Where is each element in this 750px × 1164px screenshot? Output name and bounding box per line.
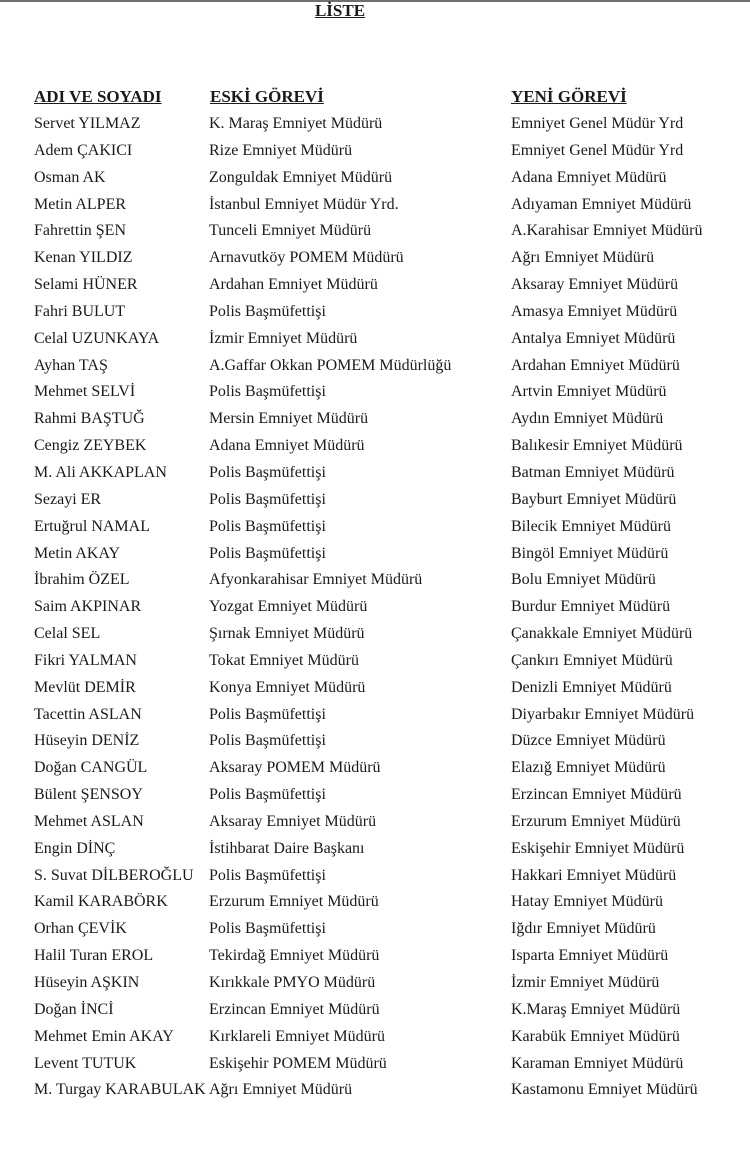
list-row	[0, 782, 750, 809]
person-name: Selami HÜNER	[34, 276, 138, 294]
person-name: Celal UZUNKAYA	[34, 329, 160, 347]
list-row	[0, 353, 750, 380]
list-row	[0, 997, 750, 1024]
new-post: Denizli Emniyet Müdürü	[511, 678, 672, 696]
new-post: Burdur Emniyet Müdürü	[511, 598, 671, 616]
person-name: Orhan ÇEVİK	[34, 920, 127, 938]
old-post: Adana Emniyet Müdürü	[209, 437, 365, 455]
person-name: Kenan YILDIZ	[34, 249, 133, 267]
list-row	[0, 970, 750, 997]
list-row	[0, 943, 750, 970]
person-name: Ayhan TAŞ	[34, 356, 108, 374]
list-row	[0, 460, 750, 487]
old-post: Şırnak Emniyet Müdürü	[209, 625, 365, 643]
old-post: Polis Başmüfettişi	[209, 544, 326, 562]
list-row	[0, 648, 750, 675]
person-name: Doğan CANGÜL	[34, 759, 148, 777]
new-post: Bingöl Emniyet Müdürü	[511, 544, 669, 562]
list-row	[0, 755, 750, 782]
new-post: Balıkesir Emniyet Müdürü	[511, 437, 683, 455]
new-post: Aksaray Emniyet Müdürü	[511, 276, 679, 294]
new-post: İzmir Emniyet Müdürü	[511, 974, 660, 991]
new-post: Adana Emniyet Müdürü	[511, 168, 667, 186]
person-name: Servet YILMAZ	[34, 115, 141, 132]
person-name: Fahrettin ŞEN	[34, 222, 126, 240]
list-row	[0, 433, 750, 460]
list-row	[0, 702, 750, 729]
old-post: Yozgat Emniyet Müdürü	[209, 598, 368, 616]
person-name: Halil Turan EROL	[34, 947, 154, 965]
list-row	[0, 916, 750, 943]
person-name: Mevlüt DEMİR	[34, 678, 136, 696]
person-name: Fahri BULUT	[34, 302, 126, 320]
old-post: Polis Başmüfettişi	[209, 786, 326, 804]
list-row	[0, 567, 750, 594]
new-post: Erzincan Emniyet Müdürü	[511, 786, 682, 804]
person-name: Celal SEL	[34, 625, 101, 643]
old-post: Polis Başmüfettişi	[209, 732, 326, 750]
new-post: A.Karahisar Emniyet Müdürü	[511, 222, 703, 240]
new-post: Kastamonu Emniyet Müdürü	[511, 1081, 698, 1099]
new-post: Eskişehir Emniyet Müdürü	[511, 839, 685, 857]
new-post: Aydın Emniyet Müdürü	[511, 410, 664, 428]
new-post: Emniyet Genel Müdür Yrd	[511, 115, 684, 132]
old-post: Ardahan Emniyet Müdürü	[209, 276, 378, 294]
new-post: Karabük Emniyet Müdürü	[511, 1027, 680, 1045]
old-post: Ağrı Emniyet Müdürü	[209, 1081, 353, 1099]
list-row	[0, 299, 750, 326]
old-post: İstanbul Emniyet Müdür Yrd.	[209, 195, 399, 213]
person-name: Mehmet ASLAN	[34, 812, 144, 830]
header-old-post: ESKİ GÖREVİ	[210, 87, 324, 106]
new-post: Karaman Emniyet Müdürü	[511, 1054, 684, 1072]
person-name: İbrahim ÖZEL	[34, 571, 130, 589]
new-post: Ağrı Emniyet Müdürü	[511, 249, 655, 267]
person-name: Hüseyin AŞKIN	[34, 974, 140, 991]
old-post: Polis Başmüfettişi	[209, 463, 326, 481]
list-row	[0, 514, 750, 541]
person-name: M. Ali AKKAPLAN	[34, 463, 167, 481]
person-name: Saim AKPINAR	[34, 598, 142, 616]
person-name: Bülent ŞENSOY	[34, 786, 143, 804]
column-headers	[0, 86, 750, 110]
list-row	[0, 406, 750, 433]
old-post: Tokat Emniyet Müdürü	[209, 651, 359, 669]
new-post: Hakkari Emniyet Müdürü	[511, 866, 677, 884]
list-row	[0, 192, 750, 219]
old-post: A.Gaffar Okkan POMEM Müdürlüğü	[209, 356, 452, 374]
old-post: Erzincan Emniyet Müdürü	[209, 1000, 380, 1018]
old-post: Kırıkkale PMYO Müdürü	[209, 974, 376, 991]
new-post: Adıyaman Emniyet Müdürü	[511, 195, 692, 213]
person-name: Hüseyin DENİZ	[34, 732, 140, 750]
list-row	[0, 218, 750, 245]
old-post: Arnavutköy POMEM Müdürü	[209, 249, 404, 267]
new-post: K.Maraş Emniyet Müdürü	[511, 1000, 681, 1018]
list-row	[0, 1077, 750, 1104]
list-row	[0, 863, 750, 890]
new-post: Emniyet Genel Müdür Yrd	[511, 141, 684, 159]
person-name: Levent TUTUK	[34, 1054, 137, 1072]
person-name: Mehmet SELVİ	[34, 383, 136, 401]
list-row	[0, 621, 750, 648]
new-post: Çankırı Emniyet Müdürü	[511, 651, 673, 669]
new-post: Bayburt Emniyet Müdürü	[511, 490, 677, 508]
person-name: S. Suvat DİLBEROĞLU	[34, 866, 194, 884]
old-post: Kırklareli Emniyet Müdürü	[209, 1027, 385, 1045]
old-post: Polis Başmüfettişi	[209, 920, 326, 938]
new-post: Ardahan Emniyet Müdürü	[511, 356, 680, 374]
old-post: Afyonkarahisar Emniyet Müdürü	[209, 571, 423, 589]
new-post: Bilecik Emniyet Müdürü	[511, 517, 671, 535]
list-row	[0, 165, 750, 192]
person-name: M. Turgay KARABULAK	[34, 1081, 206, 1099]
list-row	[0, 272, 750, 299]
old-post: Mersin Emniyet Müdürü	[209, 410, 369, 428]
old-post: Zonguldak Emniyet Müdürü	[209, 168, 393, 186]
list-row	[0, 594, 750, 621]
old-post: Eskişehir POMEM Müdürü	[209, 1054, 387, 1072]
new-post: Isparta Emniyet Müdürü	[511, 947, 669, 965]
list-row	[0, 138, 750, 165]
list-row	[0, 1051, 750, 1078]
header-name: ADI VE SOYADI	[34, 87, 162, 106]
old-post: Konya Emniyet Müdürü	[209, 678, 366, 696]
new-post: Bolu Emniyet Müdürü	[511, 571, 656, 589]
person-name: Tacettin ASLAN	[34, 705, 142, 723]
old-post: Polis Başmüfettişi	[209, 383, 326, 401]
list-row	[0, 1024, 750, 1051]
person-name: Ertuğrul NAMAL	[34, 517, 150, 535]
old-post: Tekirdağ Emniyet Müdürü	[209, 947, 380, 965]
new-post: Iğdır Emniyet Müdürü	[511, 920, 656, 938]
header-new-post: YENİ GÖREVİ	[511, 87, 627, 106]
list-row	[0, 541, 750, 568]
person-name: Osman AK	[34, 168, 106, 186]
list-row	[0, 836, 750, 863]
new-post: Düzce Emniyet Müdürü	[511, 732, 666, 750]
person-name: Metin AKAY	[34, 544, 121, 562]
person-name: Mehmet Emin AKAY	[34, 1027, 174, 1045]
new-post: Çanakkale Emniyet Müdürü	[511, 625, 693, 643]
list-row	[0, 326, 750, 353]
person-name: Engin DİNÇ	[34, 839, 116, 857]
new-post: Amasya Emniyet Müdürü	[511, 302, 678, 320]
old-post: Polis Başmüfettişi	[209, 302, 326, 320]
person-name: Kamil KARABÖRK	[34, 893, 168, 911]
old-post: K. Maraş Emniyet Müdürü	[209, 115, 383, 132]
document-title: LİSTE	[314, 1, 366, 20]
new-post: Antalya Emniyet Müdürü	[511, 329, 676, 347]
old-post: Polis Başmüfettişi	[209, 866, 326, 884]
list-row	[0, 675, 750, 702]
old-post: İzmir Emniyet Müdürü	[209, 329, 358, 347]
list-row	[0, 809, 750, 836]
person-name: Metin ALPER	[34, 195, 127, 213]
person-name: Sezayi ER	[34, 490, 102, 508]
old-post: Polis Başmüfettişi	[209, 705, 326, 723]
old-post: Erzurum Emniyet Müdürü	[209, 893, 379, 911]
new-post: Diyarbakır Emniyet Müdürü	[511, 705, 695, 723]
list-row	[0, 111, 750, 138]
old-post: Rize Emniyet Müdürü	[209, 141, 353, 159]
new-post: Erzurum Emniyet Müdürü	[511, 812, 681, 830]
old-post: Polis Başmüfettişi	[209, 517, 326, 535]
new-post: Artvin Emniyet Müdürü	[511, 383, 667, 401]
list-row	[0, 728, 750, 755]
old-post: İstihbarat Daire Başkanı	[209, 839, 365, 857]
person-name: Doğan İNCİ	[34, 1000, 114, 1018]
new-post: Batman Emniyet Müdürü	[511, 463, 675, 481]
person-name: Cengiz ZEYBEK	[34, 437, 147, 455]
old-post: Polis Başmüfettişi	[209, 490, 326, 508]
person-name: Fikri YALMAN	[34, 651, 137, 669]
list-row	[0, 379, 750, 406]
old-post: Aksaray Emniyet Müdürü	[209, 812, 377, 830]
assignment-list	[0, 111, 750, 1104]
person-name: Rahmi BAŞTUĞ	[34, 410, 145, 428]
list-row	[0, 245, 750, 272]
list-row	[0, 487, 750, 514]
old-post: Tunceli Emniyet Müdürü	[209, 222, 372, 240]
new-post: Elazığ Emniyet Müdürü	[511, 759, 666, 777]
new-post: Hatay Emniyet Müdürü	[511, 893, 663, 911]
person-name: Adem ÇAKICI	[34, 141, 133, 159]
list-row	[0, 889, 750, 916]
old-post: Aksaray POMEM Müdürü	[209, 759, 381, 777]
